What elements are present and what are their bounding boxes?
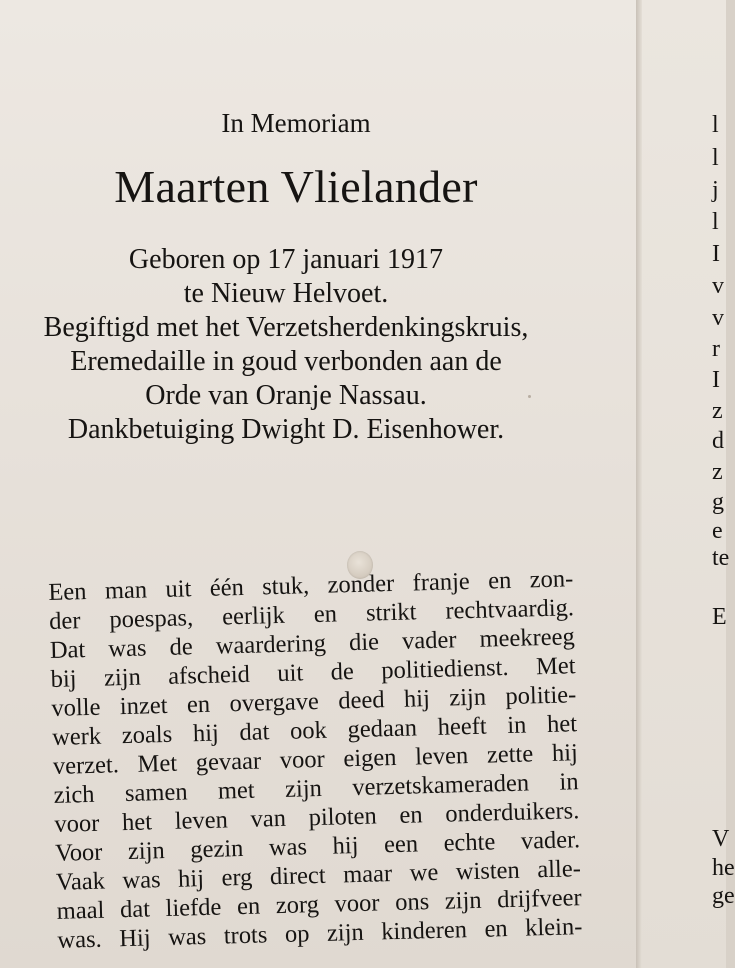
edge-letter: z [712, 398, 723, 424]
tribute-line: Voor zijn gezin was hij een echte vader. [54, 826, 581, 867]
bio-line: te Nieuw Helvoet. [183, 278, 389, 309]
tribute-line: Een man uit één stuk, zonder franje en zon- [48, 565, 574, 606]
edge-letter: ge [712, 883, 735, 909]
edge-letter: e [712, 518, 723, 544]
edge-letter: I [712, 241, 720, 267]
edge-letter: l [712, 112, 719, 138]
edge-letter: j [712, 177, 719, 203]
tribute-line: was. Hij was trots op zijn kinderen en klein- [57, 913, 583, 954]
bio-line: Orde van Oranje Nassau. [145, 380, 427, 411]
tribute-line: werk zoals hij dat ook gedaan heeft in het [51, 710, 578, 751]
edge-letter: z [712, 459, 723, 485]
edge-letter: E [712, 604, 727, 630]
edge-letter: d [712, 428, 724, 454]
edge-letter: I [712, 367, 720, 393]
edge-letter: te [712, 545, 730, 571]
edge-letter: V [712, 826, 730, 852]
tribute-line: Dat was de waardering die vader meekreeg [49, 623, 576, 664]
tribute-line: zich samen met zijn verzetskameraden in [53, 768, 579, 809]
tribute-line: der poespas, eerlijk en strikt rechtvaardig. [48, 594, 575, 635]
edge-letter: l [712, 209, 719, 235]
tribute-line: verzet. Met gevaar voor eigen leven zette hij [52, 739, 579, 780]
tribute-line: voor het leven van piloten en onderduikers. [54, 797, 580, 838]
deceased-name: Maarten Vlielander [114, 161, 478, 212]
biography-block [0, 243, 572, 447]
edge-letter: g [712, 489, 724, 515]
adjacent-card-page [642, 0, 735, 968]
tribute-line: maal dat liefde en zorg voor ons zijn drijfveer [56, 884, 582, 925]
tribute-text [48, 564, 583, 955]
edge-letter: r [712, 336, 720, 362]
card-heading: In Memoriam [221, 108, 371, 138]
edge-letter: l [712, 145, 719, 171]
bio-line: Begiftigd met het Verzetsherdenkingskruis, [43, 312, 529, 343]
adjacent-page-text-edge [642, 0, 735, 968]
edge-letter: v [712, 273, 724, 299]
tribute-line: Vaak was hij erg direct maar we wisten alle- [55, 855, 582, 896]
bio-line: Eremedaille in goud verbonden aan de [70, 346, 502, 377]
bio-line: Dankbetuiging Dwight D. Eisenhower. [67, 414, 505, 445]
tribute-line: volle inzet en overgave deed hij zijn politie- [51, 681, 577, 722]
edge-letter: v [712, 305, 724, 331]
bio-line: Geboren op 17 januari 1917 [128, 244, 444, 275]
paper-speck [528, 395, 531, 398]
tribute-line: bij zijn afscheid uit de politiedienst. Met [50, 652, 576, 693]
edge-letter: he [712, 855, 735, 881]
